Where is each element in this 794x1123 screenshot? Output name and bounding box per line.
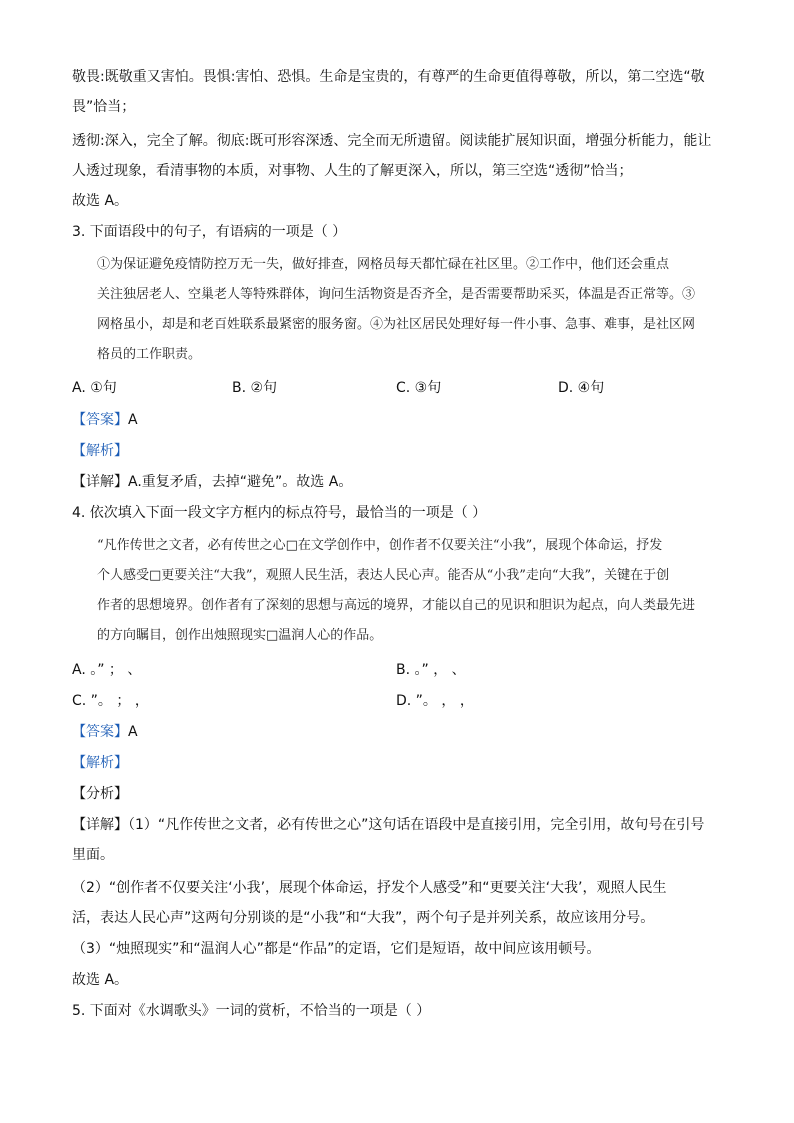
text-line: 畏”恰当； <box>72 99 136 115</box>
analysis-tag: 【解析】 <box>72 443 128 459</box>
option-d: D. ”。 ， ， <box>396 693 474 709</box>
answer-value: A <box>128 412 138 428</box>
option-b: B. 。” ， 、 <box>396 662 466 678</box>
answer-tag: 【答案】 <box>72 412 128 428</box>
detail-tag: 【详解】 <box>72 817 128 833</box>
question-5-stem: 5. 下面对《水调歌头》一词的赏析，不恰当的一项是（ ） <box>72 1003 431 1019</box>
answer-value: A <box>128 724 138 740</box>
answer-line <box>72 410 138 430</box>
option-b: B. ②句 <box>232 380 278 396</box>
fenxi-tag: 【分析】 <box>72 786 128 802</box>
detail-line <box>72 472 352 492</box>
detail-line: 活，表达人民心声”这两句分别谈的是“小我”和“大我”，两个句子是并列关系，故应该用分号。 <box>72 910 655 926</box>
detail-line: 故选 A。 <box>72 972 129 988</box>
question-4-passage-line: 的方向瞩目，创作出烛照现实□温润人心的作品。 <box>97 628 383 643</box>
detail-line: （2）“创作者不仅要关注‘小我’，展现个体命运，抒发个人感受”和“更要关注‘大我’，观照人民生 <box>72 880 667 896</box>
text-line: 人透过现象，看清事物的本质，对事物、人生的了解更深入，所以，第三空选“透彻”恰当； <box>72 163 633 179</box>
detail-line <box>72 815 704 835</box>
option-a: A. ①句 <box>72 380 117 396</box>
detail-tag: 【详解】 <box>72 474 128 490</box>
option-d: D. ④句 <box>558 380 605 396</box>
detail-line: 里面。 <box>72 847 114 863</box>
question-3-passage-line: 网格虽小，却是和老百姓联系最紧密的服务窗。④为社区居民处理好每一件小事、急事、难事，是社区网 <box>97 317 696 332</box>
question-4-passage-line: “凡作传世之文者，必有传世之心□在文学创作中，创作者不仅要关注“小我”，展现个体命运，抒发 <box>97 538 663 553</box>
question-3-passage-line: ①为保证避免疫情防控万无一失，做好排查，网格员每天都忙碌在社区里。②工作中，他们还会重点 <box>97 257 670 272</box>
text-line: 故选 A。 <box>72 193 129 209</box>
question-3-passage-line: 格员的工作职责。 <box>97 347 202 362</box>
analysis-tag: 【解析】 <box>72 755 128 771</box>
detail-line: （3）“烛照现实”和“温润人心”都是“作品”的定语，它们是短语，故中间应该用顿号。 <box>72 941 601 957</box>
detail-text: （1）“凡作传世之文者，必有传世之心”这句话在语段中是直接引用，完全引用，故句号在引号 <box>128 817 705 833</box>
answer-tag: 【答案】 <box>72 724 128 740</box>
answer-line <box>72 722 138 742</box>
option-c: C. ”。 ； ， <box>72 693 149 709</box>
option-c: C. ③句 <box>396 380 442 396</box>
text-line: 透彻:深入，完全了解。彻底:既可形容深透、完全而无所遗留。阅读能扩展知识面，增强分析能力，能让 <box>72 133 712 149</box>
question-4-passage-line: 个人感受□更要关注“大我”，观照人民生活，表达人民心声。能否从“小我”走向“大我”，关键在于创 <box>97 568 670 583</box>
question-3-passage-line: 关注独居老人、空巢老人等特殊群体，询问生活物资是否齐全，是否需要帮助采买，体温是否正常等。③ <box>97 287 696 302</box>
detail-text: A.重复矛盾，去掉“避免”。故选 A。 <box>128 474 353 490</box>
text-line: 敬畏:既敬重又害怕。畏惧:害怕、恐惧。生命是宝贵的，有尊严的生命更值得尊敬，所以，第二空选“敬 <box>72 69 705 85</box>
option-a: A. 。” ； 、 <box>72 662 142 678</box>
question-4-stem: 4. 依次填入下面一段文字方框内的标点符号，最恰当的一项是（ ） <box>72 505 487 521</box>
question-4-passage-line: 作者的思想境界。创作者有了深刻的思想与高远的境界，才能以自己的见识和胆识为起点，向人类最先进 <box>97 598 696 613</box>
question-3-stem: 3. 下面语段中的句子，有语病的一项是（ ） <box>72 224 347 240</box>
